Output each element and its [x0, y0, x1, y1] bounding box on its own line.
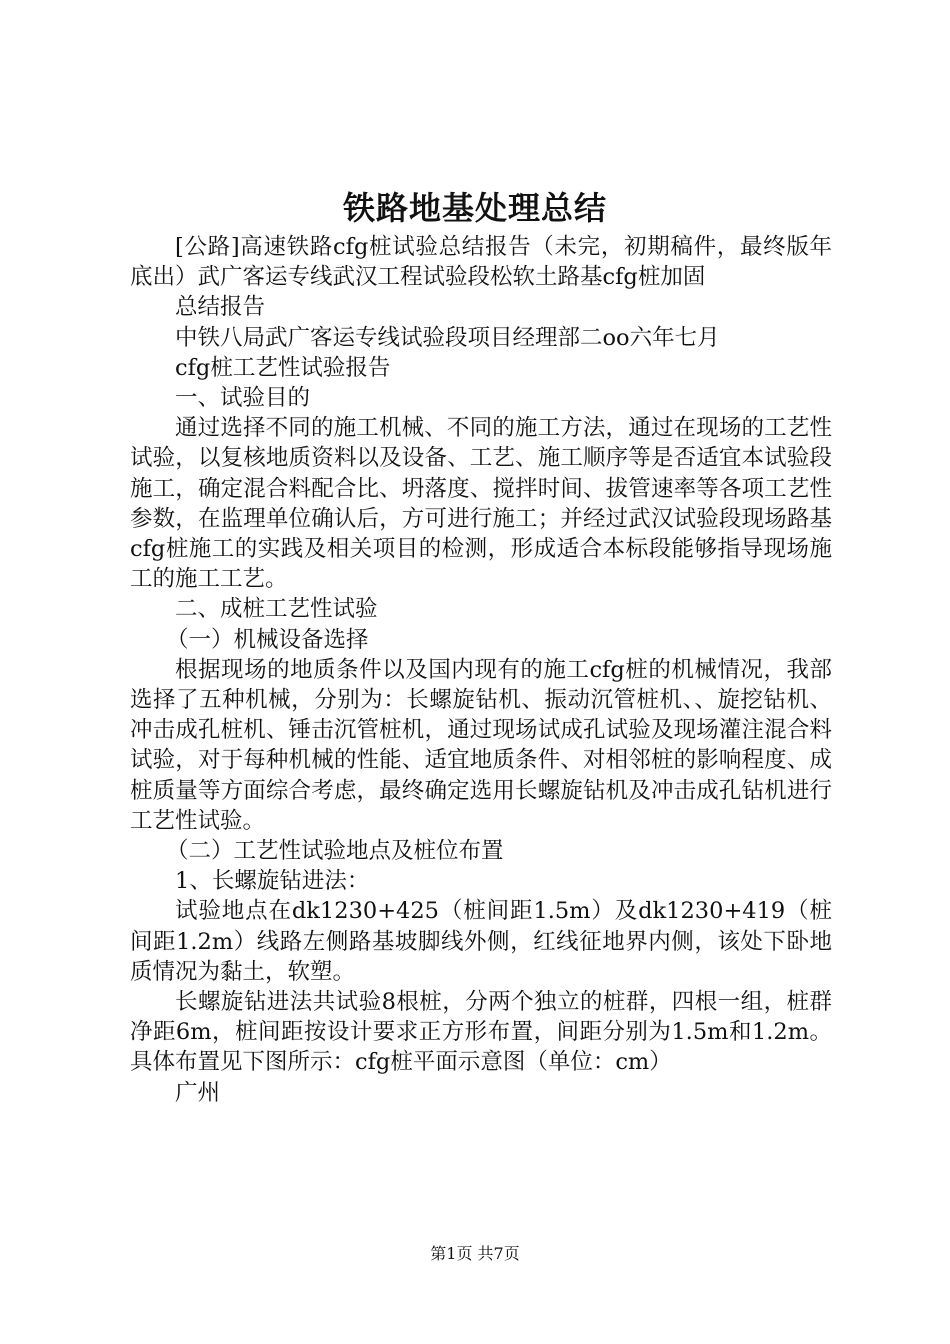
subsection-heading: （二）工艺性试验地点及桩位布置 — [166, 838, 504, 865]
document-body — [130, 232, 832, 1108]
subsection-heading: 1、长螺旋钻进法： — [175, 868, 370, 895]
paragraph: cfg桩工艺性试验报告 — [175, 354, 391, 381]
paragraph: [公路]高速铁路cfg桩试验总结报告（未完，初期稿件，最终版年底出）武广客运专线武汉工程试验段松软土路基cfg桩加固 — [130, 234, 832, 291]
paragraph: 通过选择不同的施工机械、不同的施工方法，通过在现场的工艺性试验，以复核地质资料以及设备、工艺、施工顺序等是否适宜本试验段施工，确定混合料配合比、坍落度、搅拌时间、拔管速率等各项工艺性参数，在监理单位确认后，方可进行施工；并经过武汉试验段现场路基cfg桩施工的实践及相关项目的检测，形成适合本标段能够指导现场施工的施工工艺。 — [130, 415, 832, 593]
paragraph: 中铁八局武广客运专线试验段项目经理部二oo六年七月 — [175, 324, 720, 351]
paragraph: 试验地点在dk1230+425（桩间距1.5m）及dk1230+419（桩间距1.2m）线路左侧路基坡脚线外侧，红线征地界内侧，该处下卧地质情况为黏土，软塑。 — [130, 898, 832, 985]
subsection-heading: （一）机械设备选择 — [166, 626, 369, 653]
paragraph: 根据现场的地质条件以及国内现有的施工cfg桩的机械情况，我部选择了五种机械，分别为：长螺旋钻机、振动沉管桩机、、旋挖钻机、冲击成孔桩机、锤击沉管桩机，通过现场试成孔试验及现场灌注混合料试验，对于每种机械的性能、适宜地质条件、对相邻桩的影响程度、成桩质量等方面综合考虑，最终确定选用长螺旋钻机及冲击成孔钻机进行工艺性试验。 — [130, 656, 832, 834]
document-title: 铁路地基处理总结 — [342, 189, 607, 227]
section-heading: 一、试验目的 — [175, 385, 311, 412]
paragraph: 长螺旋钻进法共试验8根桩，分两个独立的桩群，四根一组，桩群净距6m，桩间距按设计要求正方形布置，间距分别为1.5m和1.2m。具体布置见下图所示：cfg桩平面示意图（单位：cm） — [130, 989, 832, 1076]
page-footer: 第1页 共7页 — [430, 1244, 520, 1263]
paragraph: 总结报告 — [175, 294, 266, 321]
section-heading: 二、成桩工艺性试验 — [175, 596, 378, 623]
paragraph: 广州 — [175, 1079, 221, 1106]
